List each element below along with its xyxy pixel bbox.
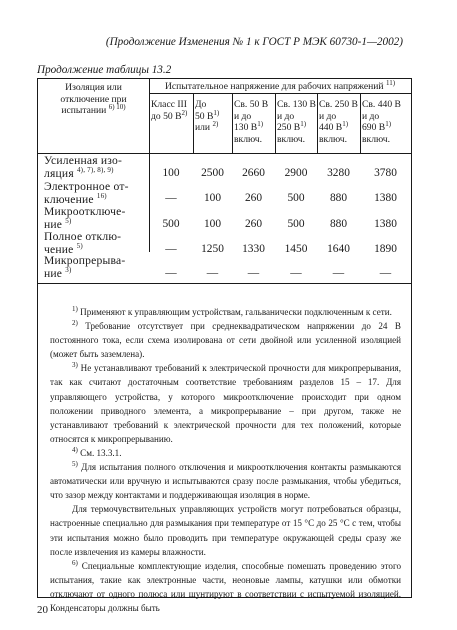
table-frame: Изоляция или отключение при испытании $^{6) 10)}$ Испытательное напряжение для рабочих напряжений $^{11)}$ Класс III до 50 $В^{2)}$ До 50 $В^{1)}$ или $^{2)}$ Св. 50 В и до 130 $В^{1)}$ включ. Св. 130 В и до 250 $В^{1)}$ включ. Св. 250 В и до 440 $В^{1)}$ включ. Св. 440 В и до 690 $В^{1)}$ включ. Усиленная изо- ляция $^{4), 7), 8), 9)}$ 100 2500 2660 2900 3280 3780 Электронное от- ключение $^{16)}$ — 100 260 500 880 1380 Микроотключе- ние $^{5)}$ 500 100 260 500 880 1380 Полное отклю- чение $^{5)}$ — 1250 1330 1450 1640 1890 Микропрерыва- ние $^{3)}$ — — — — — — $^{1)}$ Применяют к управляющим устройствам, гальванически подключенным к сети. $^{2)}$ Требование отсутствует при среднеквадратическом напряжении до 24 В постоянного тока, если схема изолирована от сети двойной или усиленной изоляцией (может быть заземлена). $^{3)}$ Не устанавливают требований к электрической прочности для микропрерывания, так как считают достаточным соответствие требованиям разделов 15 – 17. Для управляющего устройства, у которого микроотключение происходит при одном положении приводного элемента, а микропрерывание – при другом, также не устанавливают требований к электрической прочности для тех положений, которые относятся к микропрерыванию. $^{4)}$ См. 13.3.1. $^{5)}$ Для испытания полного отключения и микроотключения контакты размыкаются автоматически или вручную и испытываются сразу после размыкания, чтобы убедиться, что зазор между контактами и поддерживающая изоляция в норме. Для термочувствительных управляющих устройств могут потребоваться образцы, настроенные специально для размыкания при температуре от 15 °С до 25 °С с тем, чтобы эти испытания можно было проводить при температуре окружающей среды сразу же после извлечения из камеры влажности. $^{6)}$ Специальные комплектующие изделия, способные помешать проведению этого испытания, такие как электронные части, неоновые лампы, катушки или обмотки отключают от одного полюса или шунтируют в соответствии с испытуемой изоляцией. Конденсаторы должны быть [37,78,412,598]
page-header: (Продолжение Изменения № 1 к ГОСТ Р МЭК 60730-1—2002) [105,36,403,48]
col3-header: Св. 50 В и до 130 $В^{1)}$ включ. [234,99,269,145]
note-5-continued: Для термочувствительных управляющих устройств могут потребоваться образцы, настроенные специально для размыкания при температуре от 15 °С до 25 °С с тем, чтобы эти испытания можно было проводить при температуре окружающей среды сразу же после извлечения из камеры влажности. [50,504,401,557]
col4-header: Св. 130 В и до 250 $В^{1)}$ включ. [277,99,316,145]
col5-header: Св. 250 В и до 440 $В^{1)}$ включ. [319,99,358,145]
col2-header: До 50 $В^{1)}$ или $^{2)}$ [195,99,220,133]
row-label: Микроотключе- ние $^{5)}$ [44,205,126,231]
note-2: $^{2)}$ Требование отсутствует при среднеквадратическом напряжении до 24 В постоянного тока, если схема изолирована от сети двойной или усиленной изоляцией (может быть заземлена). [50,319,401,360]
col6-header: Св. 440 В и до 690 $В^{1)}$ включ. [362,99,401,145]
group-header: Испытательное напряжение для рабочих напряжений $^{11)}$ [164,78,396,92]
row-label: Полное отклю- чение $^{5)}$ [44,230,122,256]
note-4: $^{4)}$ См. 13.3.1. [72,445,122,458]
col1-header: Класс III до 50 $В^{2)}$ [151,99,188,122]
note-6: $^{6)}$ Специальные комплектующие изделия, способные помешать проведению этого испытания, такие как электронные части, неоновые лампы, катушки или обмотки отключают от одного полюса или шунтируют в соответствии с испытуемой изоляцией. Конденсаторы должны быть [50,558,401,613]
row-label: Микропрерыва- ние $^{3)}$ [44,254,126,280]
note-3: $^{3)}$ Не устанавливают требований к электрической прочности для микропрерывания, так как считают достаточным соответствие требованиям разделов 15 – 17. Для управляющего устройства, у которого микроотключение происходит при одном положении приводного элемента, а микропрерывание – при другом, также не устанавливают требований к электрической прочности для тех положений, которые относятся к микропрерыванию. [50,361,401,444]
table-notes [50,305,401,615]
row-label: Электронное от- ключение $^{16)}$ [44,180,129,206]
table-caption: Продолжение таблицы 13.2 [37,64,172,76]
note-5: $^{5)}$ Для испытания полного отключения и микроотключения контакты размыкаются автоматически или вручную и испытываются сразу после размыкания, чтобы убедиться, что зазор между контактами и поддерживающая изоляция в норме. [50,460,401,501]
note-1: $^{1)}$ Применяют к управляющим устройствам, гальванически подключенным к сети. [72,304,392,317]
row-label: Усиленная изо- ляция $^{4), 7), 8), 9)}$ [44,154,123,180]
page-number: 20 [37,604,48,616]
col0-header: Изоляция или отключение при испытании $^{6) 10)}$ [60,82,127,116]
